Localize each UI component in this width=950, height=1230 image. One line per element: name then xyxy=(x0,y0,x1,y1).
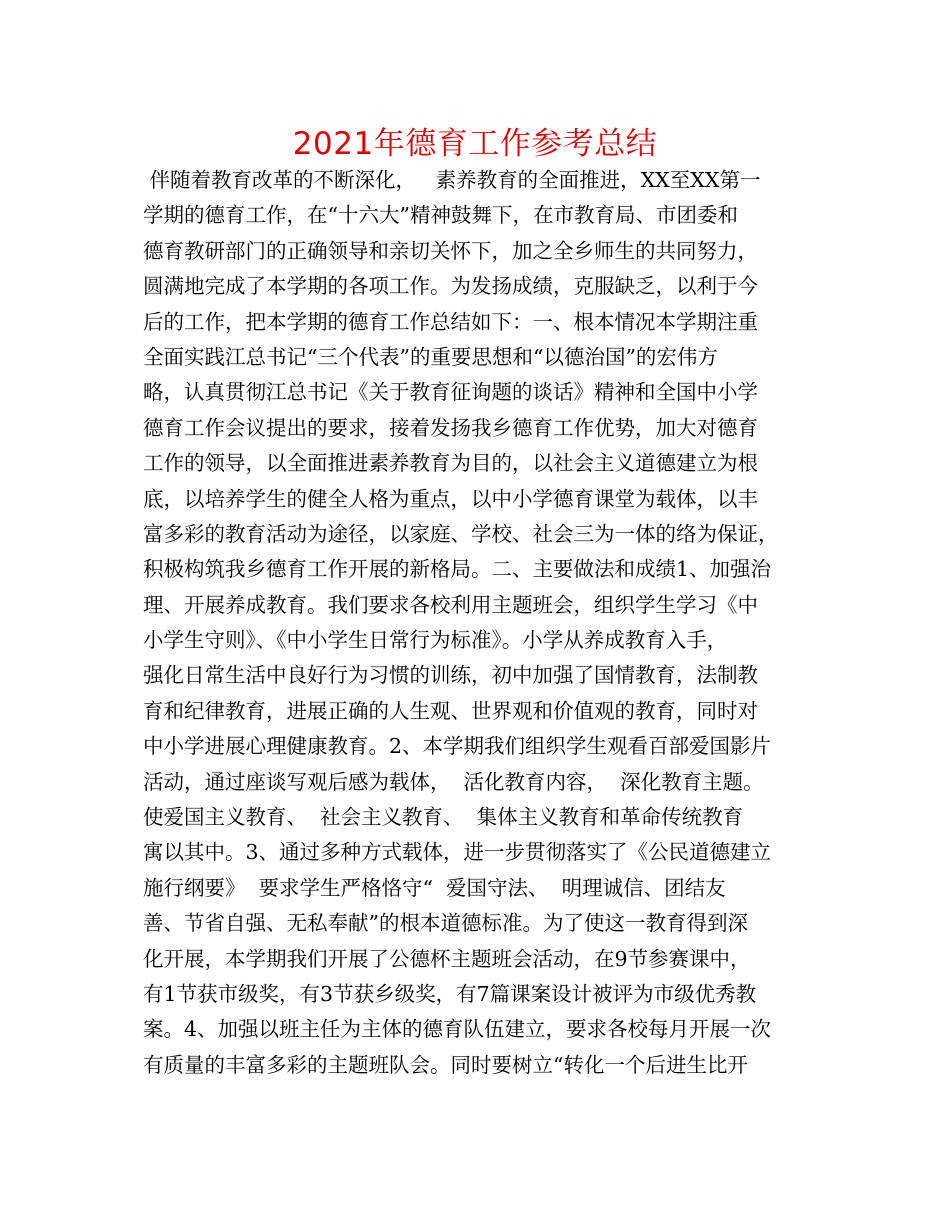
body-text-line: 善、节省自强、无私奉献”的根本道德标准。为了使这一教育得到深 xyxy=(143,911,748,936)
body-text-line: 小学生守则》、《中小学生日常行为标准》。小学从养成教育入手， xyxy=(143,628,728,653)
body-text-line: 圆满地完成了本学期的各项工作。为发扬成绩，克服缺乏，以利于今 xyxy=(143,274,758,299)
body-text-line: 底，以培养学生的健全人格为重点，以中小学德育课堂为载体，以丰 xyxy=(143,486,758,511)
body-text-line: 全面实践江总书记“三个代表”的重要思想和“以德治国”的宏伟方 xyxy=(143,344,718,369)
body-text-line: 积极构筑我乡德育工作开展的新格局。二、主要做法和成绩1、加强治 xyxy=(143,557,772,582)
body-text-line: 工作的领导，以全面推进素养教育为目的，以社会主义道德建立为根 xyxy=(143,451,758,476)
body-text-line: 学期的德育工作，在“十六大”精神鼓舞下，在市教育局、市团委和 xyxy=(143,203,738,228)
body-text-line: 活动，通过座谈写观后感为载体， 活化教育内容， 深化教育主题。 xyxy=(143,769,764,794)
document-title: 2021年德育工作参考总结 xyxy=(292,126,658,162)
body-text-line: 后的工作，把本学期的德育工作总结如下：一、根本情况本学期注重 xyxy=(143,309,758,334)
body-text-line: 案。4、加强以班主任为主体的德育队伍建立，要求各校每月开展一次 xyxy=(143,1017,772,1042)
body-text-line: 伴随着教育改革的不断深化， 素养教育的全面推进，XX至XX第一 xyxy=(143,168,761,192)
body-text-line: 德育教研部门的正确领导和亲切关怀下，加之全乡师生的共同努力， xyxy=(143,238,758,263)
body-text-line: 德育工作会议提出的要求，接着发扬我乡德育工作优势，加大对德育 xyxy=(143,415,758,440)
body-text-line: 使爱国主义教育、 社会主义教育、 集体主义教育和革命传统教育 xyxy=(143,805,744,830)
body-text-line: 有1节获市级奖，有3节获乡级奖，有7篇课案设计被评为市级优秀教 xyxy=(143,981,757,1006)
body-text-line: 化开展，本学期我们开展了公德杯主题班会活动，在9节参赛课中， xyxy=(143,946,751,971)
body-text-line: 强化日常生活中良好行为习惯的训练，初中加强了国情教育，法制教 xyxy=(143,663,758,688)
body-text-line: 富多彩的教育活动为途径，以家庭、学校、社会三为一体的络为保证， xyxy=(143,521,779,546)
body-text-line: 中小学进展心理健康教育。2、本学期我们组织学生观看百部爱国影片 xyxy=(143,734,772,759)
body-text-line: 略，认真贯彻江总书记《关于教育征询题的谈话》精神和全国中小学 xyxy=(143,380,758,405)
body-text-line: 理、开展养成教育。我们要求各校利用主题班会，组织学生学习《中 xyxy=(143,592,758,617)
document-body xyxy=(143,163,833,1083)
body-text-line: 施行纲要》 要求学生严格恪守“ 爱国守法、 明理诚信、团结友 xyxy=(143,875,726,900)
body-text-line: 育和纪律教育，进展正确的人生观、世界观和价值观的教育，同时对 xyxy=(143,698,758,723)
body-text-line: 有质量的丰富多彩的主题班队会。同时要树立“转化一个后进生比开 xyxy=(143,1052,748,1077)
body-text-line: 寓以其中。3、通过多种方式载体，进一步贯彻落实了《公民道德建立 xyxy=(143,840,772,865)
